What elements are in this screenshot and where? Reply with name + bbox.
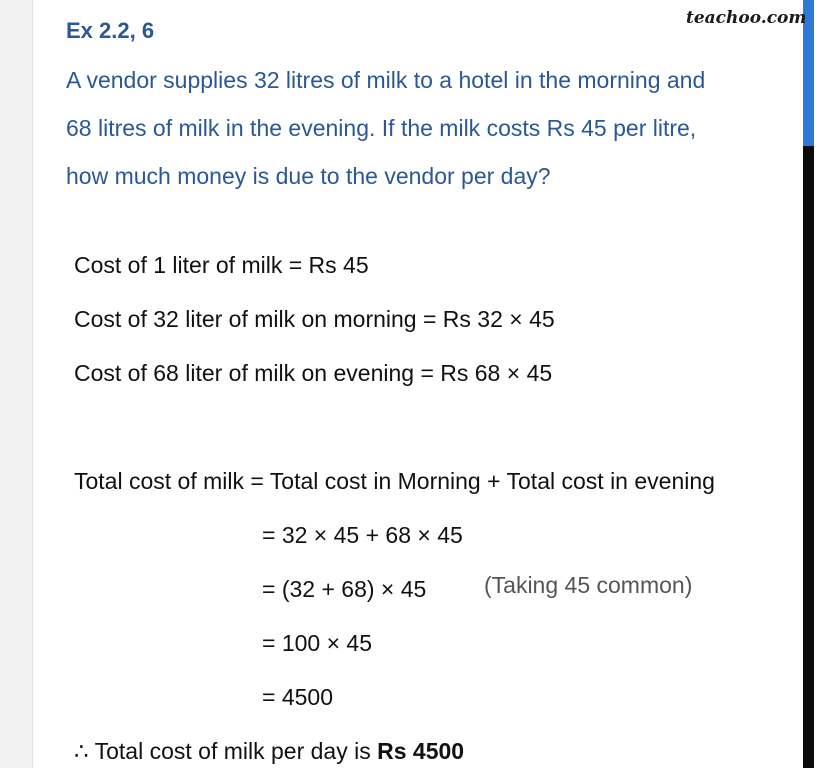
cost-line-morning: Cost of 32 liter of milk on morning = Rs 32 × 45 [74, 306, 555, 332]
scrollbar-dark-region [803, 146, 814, 768]
conclusion-line [74, 738, 464, 765]
question-line: 68 litres of milk in the evening. If the milk costs Rs 45 per litre, [66, 115, 697, 141]
conclusion-prefix: ∴ Total cost of milk per day is [74, 738, 378, 764]
conclusion-answer: Rs 4500 [377, 738, 465, 764]
step-note: (Taking 45 common) [484, 572, 693, 598]
step-3: = 100 × 45 [262, 630, 372, 656]
cost-line-1-liter: Cost of 1 liter of milk = Rs 45 [74, 252, 369, 278]
brand-logo-text: teachoo.com [686, 8, 807, 28]
left-margin-strip [0, 0, 33, 768]
step-1: = 32 × 45 + 68 × 45 [262, 522, 463, 548]
question-text [66, 56, 766, 200]
step-2: = (32 + 68) × 45 [262, 576, 427, 602]
exercise-title: Ex 2.2, 6 [66, 18, 155, 43]
total-cost-line: Total cost of milk = Total cost in Morning + Total cost in evening [74, 468, 715, 494]
cost-line-evening: Cost of 68 liter of milk on evening = Rs 68 × 45 [74, 360, 553, 386]
step-4: = 4500 [262, 684, 333, 710]
question-line: A vendor supplies 32 litres of milk to a hotel in the morning and [66, 67, 706, 93]
question-line: how much money is due to the vendor per day? [66, 163, 551, 189]
